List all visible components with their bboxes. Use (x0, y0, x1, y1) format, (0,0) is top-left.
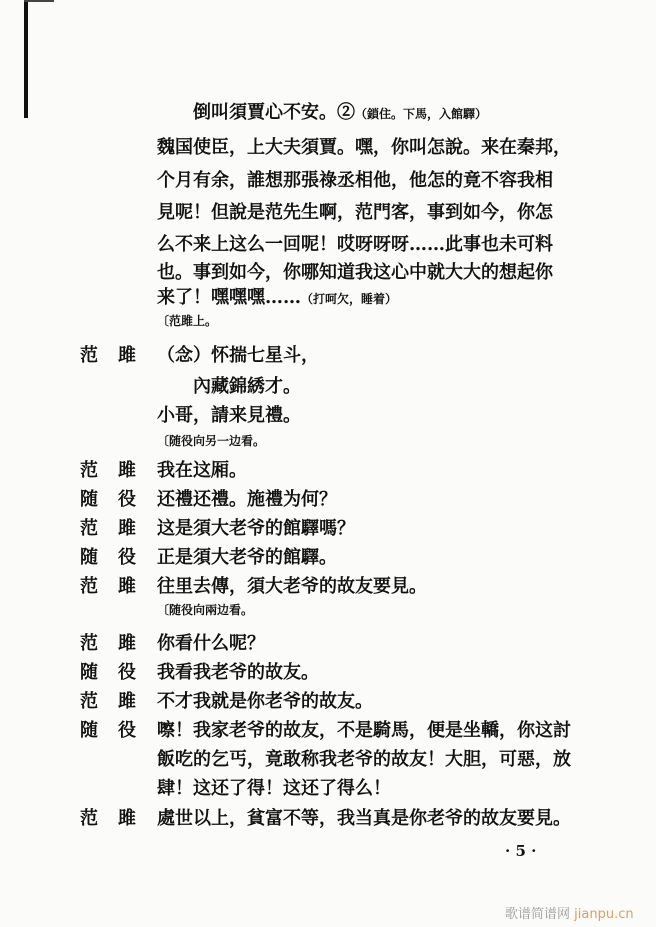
narration-line-6: 来了！嘿嘿嘿……（打呵欠，睡着） (157, 287, 398, 308)
dialogue-line: 我看我老爷的故友。 (157, 662, 319, 683)
speaker-name: 随 (80, 489, 98, 510)
speaker-name: 范 (80, 691, 98, 712)
speaker-name: 役 (118, 720, 136, 741)
narration-line-5: 也。事到如今，你哪知道我这心中就大大的想起你 (157, 262, 553, 283)
speaker-name: 雎 (118, 460, 136, 481)
dialogue-line: 飯吃的乞丐，竟敢称我老爷的故友！大胆，可惡，放 (157, 749, 571, 770)
dialogue-line: 嚓！我家老爷的故友，不是騎馬，便是坐轎，你这討 (157, 720, 571, 741)
stage-direction: 〔随役向另一边看。 (157, 434, 266, 448)
dialogue-line: 还禮还禮。施禮为何？ (157, 489, 337, 510)
speaker-name: 范 (80, 460, 98, 481)
speaker-name: 役 (118, 489, 136, 510)
dialogue-line: 这是須大老爷的館驛嗎？ (157, 518, 355, 539)
dialogue-line: 正是須大老爷的館驛。 (157, 547, 337, 568)
narration-line-2: 个月有余，誰想那張祿丞相他，他怎的竟不容我相 (157, 170, 553, 191)
speaker-name: 雎 (118, 691, 136, 712)
stage-direction: 〔随役向兩边看。 (157, 603, 254, 617)
speaker-name: 雎 (118, 633, 136, 654)
watermark: 歌谱简谱网 jianpu.cn (505, 907, 634, 922)
stage-note: （打呵欠，睡着） (301, 292, 398, 306)
narration-line-0: 倒叫須賈心不安。②（鎖住。下馬，入館驛） (193, 102, 488, 123)
narration-line-4: 么不来上这么一回呢！哎呀呀呀……此事也未可料 (157, 234, 553, 255)
speaker-name: 范 (80, 345, 98, 366)
speaker-name: 雎 (118, 808, 136, 829)
speaker-name: 雎 (118, 576, 136, 597)
dialogue-line: 往里去傳，須大老爷的故友要見。 (157, 576, 427, 597)
dialogue-line: 處世以上，貧富不等，我当真是你老爷的故友要見。 (157, 808, 571, 829)
speaker-name: 随 (80, 662, 98, 683)
scan-edge-top (24, 0, 54, 2)
speaker-name: 随 (80, 720, 98, 741)
speaker-name: 范 (80, 576, 98, 597)
speaker-name: 役 (118, 662, 136, 683)
dialogue-line: 內藏錦綉才。 (157, 376, 301, 397)
speaker-name: 雎 (118, 518, 136, 539)
dialogue-line: 我在这厢。 (157, 460, 247, 481)
speaker-name: 役 (118, 547, 136, 568)
dialogue-line: 你看什么呢？ (157, 633, 265, 654)
narration-line-1: 魏国使臣，上大夫須賈。嘿，你叫怎說。来在秦邦， (157, 137, 571, 158)
speaker-name: 范 (80, 808, 98, 829)
narration-line-3: 見呢！但說是范先生啊，范門客，事到如今，你怎 (157, 202, 553, 223)
scan-edge-line (24, 0, 28, 118)
speaker-name: 范 (80, 518, 98, 539)
dialogue-line: 肆！这还了得！这还了得么！ (157, 778, 391, 799)
page-number: · 5 · (505, 842, 537, 860)
dialogue-line: 不才我就是你老爷的故友。 (157, 691, 373, 712)
speaker-name: 范 (80, 633, 98, 654)
stage-direction: 〔范雎上。 (157, 314, 218, 328)
stage-note: （鎖住。下馬，入館驛） (355, 107, 488, 121)
speaker-name: 随 (80, 547, 98, 568)
speaker-name: 雎 (118, 345, 136, 366)
dialogue-line: （念）怀揣七星斗， (157, 345, 319, 366)
dialogue-line: 小哥，請来見禮。 (157, 405, 301, 426)
